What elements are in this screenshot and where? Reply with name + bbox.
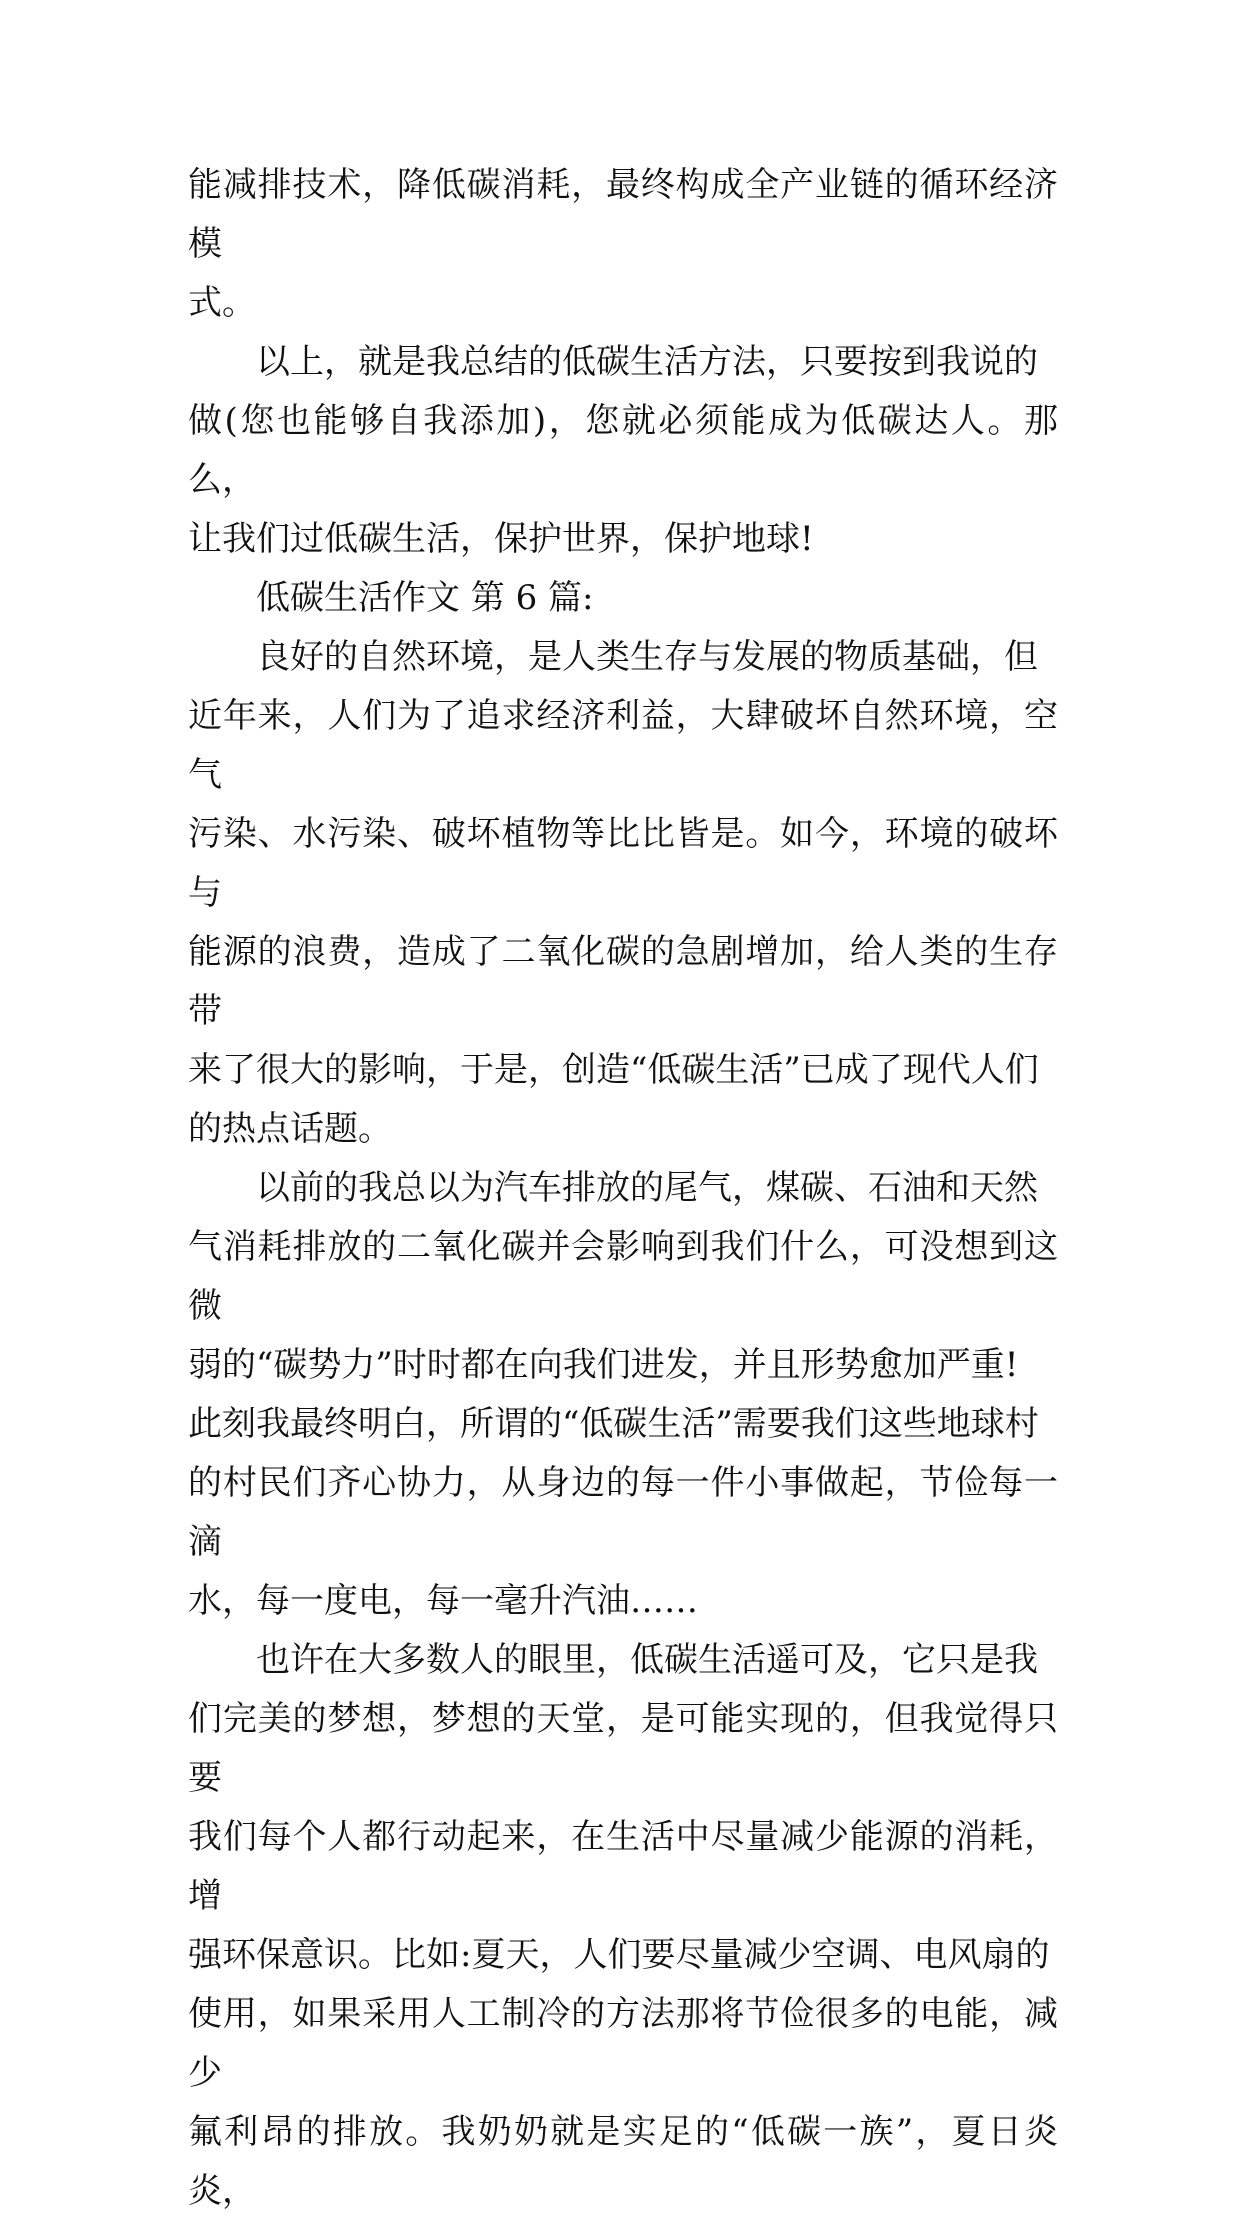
text-line: 弱的“碳势力”时时都在向我们进发，并且形势愈加严重!: [188, 1345, 1019, 1385]
essay-body: [188, 156, 1058, 2221]
text-line: 强环保意识。比如:夏天，人们要尽量减少空调、电风扇的: [188, 1935, 1050, 1975]
text-line: 气消耗排放的二氧化碳并会影响到我们什么，可没想到这微: [188, 1227, 1058, 1326]
text-line: 以上，就是我总结的低碳生活方法，只要按到我说的: [188, 342, 1038, 382]
text-line: 我们每个人都行动起来，在生活中尽量减少能源的消耗，增: [188, 1817, 1058, 1916]
text-line: 近年来，人们为了追求经济利益，大肆破坏自然环境，空气: [188, 696, 1058, 795]
text-line: 让我们过低碳生活，保护世界，保护地球!: [188, 519, 814, 559]
text-line: 来了很大的影响，于是，创造“低碳生活”已成了现代人们: [188, 1050, 1039, 1090]
text-line: 能源的浪费，造成了二氧化碳的急剧增加，给人类的生存带: [188, 932, 1058, 1031]
text-line: 水，每一度电，每一毫升汽油……: [188, 1581, 698, 1621]
text-line: 的热点话题。: [188, 1109, 392, 1149]
text-line: 此刻我最终明白，所谓的“低碳生活”需要我们这些地球村: [188, 1404, 1039, 1444]
text-line: 做(您也能够自我添加)，您就必须能成为低碳达人。那么，: [188, 401, 1058, 500]
text-line: 们完美的梦想，梦想的天堂，是可能实现的，但我觉得只要: [188, 1699, 1058, 1798]
text-line: 的村民们齐心协力，从身边的每一件小事做起，节俭每一滴: [188, 1463, 1058, 1562]
text-line: 污染、水污染、破坏植物等比比皆是。如今，环境的破坏与: [188, 814, 1058, 913]
text-line: 式。: [188, 283, 256, 323]
text-line: 使用，如果采用人工制冷的方法那将节俭很多的电能，减少: [188, 1994, 1058, 2093]
text-line: 能减排技术，降低碳消耗，最终构成全产业链的循环经济模: [188, 165, 1058, 264]
text-line: 也许在大多数人的眼里，低碳生活遥可及，它只是我: [188, 1640, 1038, 1680]
text-line: 良好的自然环境，是人类生存与发展的物质基础，但: [188, 637, 1038, 677]
text-line: 氟利昂的排放。我奶奶就是实足的“低碳一族”，夏日炎炎，: [188, 2112, 1058, 2211]
section-heading: 低碳生活作文 第 6 篇:: [188, 578, 594, 618]
text-line: 以前的我总以为汽车排放的尾气，煤碳、石油和天然: [188, 1168, 1038, 1208]
